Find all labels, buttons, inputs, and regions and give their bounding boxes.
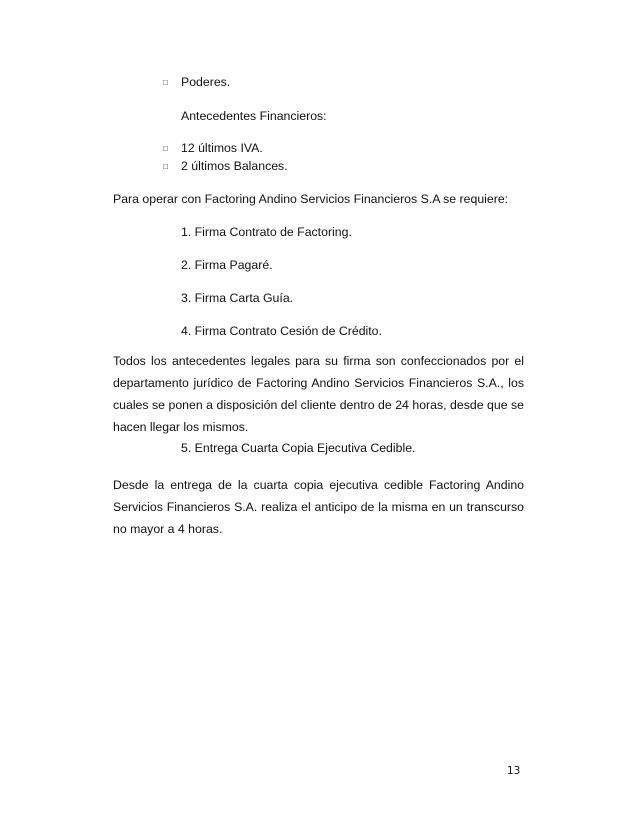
bullet-marker: □ <box>163 162 168 171</box>
paragraph-legal: Todos los antecedentes legales para su firma son confeccionados por el departamento jurídico de Factoring Andino Servicios Financieros S.A., los cuales se ponen a disposición del cliente dentro de 24 horas, desde que se hacen llegar los mismos. <box>113 354 524 434</box>
intro-text: Para operar con Factoring Andino Servicios Financieros S.A se requiere: <box>113 192 509 206</box>
bullet-marker: □ <box>163 78 168 87</box>
bullet-item-iva: 12 últimos IVA. <box>181 141 263 155</box>
paragraph-advance: Desde la entrega de la cuarta copia ejecutiva cedible Factoring Andino Servicios Financieros S.A. realiza el anticipo de la misma en un transcurso no mayor a 4 horas. <box>113 478 524 536</box>
page-number: 13 <box>507 765 521 777</box>
bullet-item-balances: 2 últimos Balances. <box>181 159 288 173</box>
bullet-item-poderes: Poderes. <box>181 75 231 89</box>
step-item: 4. Firma Contrato Cesión de Crédito. <box>181 324 382 338</box>
step-item: 1. Firma Contrato de Factoring. <box>181 225 352 239</box>
bullet-marker: □ <box>163 144 168 153</box>
step-item: 2. Firma Pagaré. <box>181 258 273 272</box>
step-item: 3. Firma Carta Guía. <box>181 291 294 305</box>
subheading-financial: Antecedentes Financieros: <box>181 109 327 123</box>
step-item: 5. Entrega Cuarta Copia Ejecutiva Cedible. <box>181 441 416 455</box>
